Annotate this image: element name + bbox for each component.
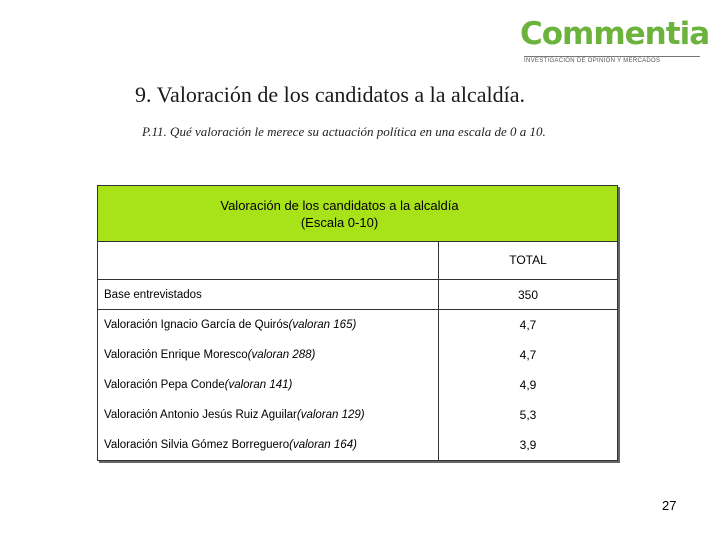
- row-label: Valoración Antonio Jesús Ruiz Aguilar (valoran 129): [98, 400, 439, 430]
- table-row: [98, 340, 617, 370]
- row-note: (valoran 288): [247, 349, 316, 361]
- row-note: (valoran 129): [296, 409, 365, 421]
- row-label: Valoración Ignacio García de Quirós (valoran 165): [98, 310, 439, 340]
- row-label: Valoración Silvia Gómez Borreguero (valoran 164): [98, 430, 439, 460]
- table-row: [98, 370, 617, 400]
- row-value: 350: [517, 287, 539, 302]
- ratings-table: [97, 185, 618, 461]
- column-header-total: TOTAL: [509, 253, 547, 267]
- row-note: (valoran 165): [288, 319, 357, 331]
- row-value: 3,9: [519, 438, 537, 452]
- table-header-scale: (Escala 0-10): [300, 214, 379, 230]
- column-header-empty: [98, 242, 439, 279]
- row-label: Base entrevistados: [98, 280, 439, 309]
- commentia-logo: [520, 14, 710, 68]
- row-label: Valoración Pepa Conde (valoran 141): [98, 370, 439, 400]
- logo-wordmark: Commentia: [520, 16, 710, 52]
- table-row: [98, 310, 617, 340]
- column-header-row: [98, 242, 617, 280]
- page-title: 9. Valoración de los candidatos a la alcaldía.: [135, 82, 525, 107]
- row-value: 4,7: [519, 348, 537, 362]
- table-row: [98, 280, 617, 310]
- row-value: 5,3: [519, 408, 537, 422]
- row-note: (valoran 141): [224, 379, 293, 391]
- row-note: (valoran 164): [289, 439, 357, 451]
- table-row: [98, 400, 617, 430]
- row-label: Valoración Enrique Moresco (valoran 288): [98, 340, 439, 370]
- page-number: 27: [662, 498, 677, 513]
- row-value: 4,7: [519, 318, 537, 332]
- logo-tagline: INVESTIGACIÓN DE OPINIÓN Y MERCADOS: [524, 56, 700, 65]
- table-header-title: Valoración de los candidatos a la alcaldía: [220, 197, 459, 213]
- table-row: [98, 430, 617, 460]
- table-header: [98, 186, 617, 242]
- row-value: 4,9: [519, 378, 537, 392]
- question-text: P.11. Qué valoración le merece su actuación política en una escala de 0 a 10.: [142, 124, 546, 139]
